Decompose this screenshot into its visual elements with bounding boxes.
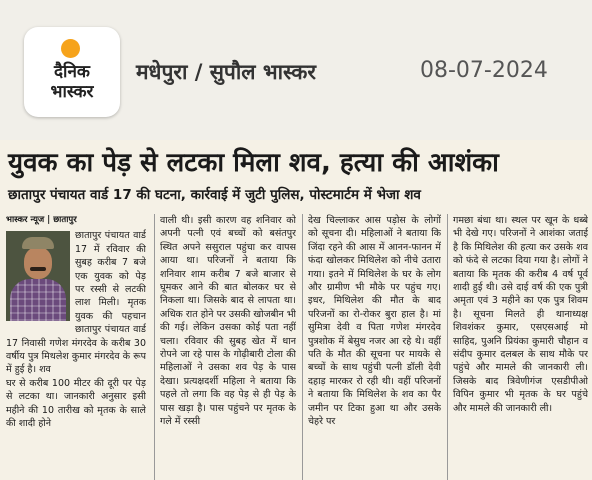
column-4-text: गमछा बंधा था। स्थल पर खून के धब्बे भी देखे गए। परिजनों ने आशंका जताई है कि मिथिलेश की हत्या कर उसके शव को फंदे से लटका दिया गया है। लोगों ने बताया कि मृतक की करीब 4 वर्ष पूर्व शादी हुई थी। उसे दाई वर्ष की एक पुत्री अमृता एवं 3 महीने का एक पुत्र शिवम है। सूचना मिलते ही थानाध्यक्ष शिवशंकर कुमार, एसएसआई मो साहिद, पुअनि प्रियंका कुमारी चौहान व संदीप कुमार दलबल के साथ मौके पर पहुंचे और मामले की जानकारी ली। जिसके बाद त्रिवेणीगंज एसडीपीओ विपिन कुमार भी मृतक के घर पहुंचे और मामले की जानकारी ली। — [453, 215, 588, 414]
article-byline: भास्कर न्यूज | छातापुर — [6, 215, 77, 225]
article-column-4 — [447, 214, 588, 480]
sun-icon — [61, 39, 80, 58]
page-header — [0, 0, 592, 128]
article-subheadline: छातापुर पंचायत वार्ड 17 की घटना, कार्रवाई में जुटी पुलिस, पोस्टमार्टम में भेजा शव — [8, 187, 421, 203]
article-column-2 — [154, 214, 296, 480]
logo-text-line2: भास्कर — [50, 82, 94, 102]
article-column-1 — [6, 214, 146, 480]
edition-title: मधेपुरा / सुपौल भास्कर — [136, 60, 316, 84]
logo-text-line1: दैनिक — [54, 62, 90, 82]
edition-date: 08-07-2024 — [420, 58, 548, 83]
article-headline: युवक का पेड़ से लटका मिला शव, हत्या की आशंका — [8, 148, 499, 178]
column-1-text-b: घर से करीब 100 मीटर की दूरी पर पेड़ से लटका था। जानकारी अनुसार इसी महीने की 10 तारीख को मृतक के साले की शादी होने — [6, 377, 146, 430]
column-3-text: देख चिल्लाकर आस पड़ोस के लोगों को सूचना दी। महिलाओं ने बताया कि जिंदा रहने की आस में आनन-फानन में फंदा खोलकर मिथिलेश को नीचे उतारा गया। इतने में मिथिलेश के घर के लोग और ग्रामीण भी मौके पर पहुंच गए। इधर, मिथिलेश की मौत के बाद परिजनों का रो-रोकर बुरा हाल है। मां सुमित्रा देवी व पिता गणेश मंगरदेव पुत्रशोक में बेसुध नजर आ रहे थे। वहीं पति के मौत की सूचना पर मायके से बच्चों के साथ पहुंची पत्नी डॉली देवी दहाड़ मारकर रो रही थी। वहीं परिजनों ने बताया कि मिथिलेश के शव का पैर जमीन पर टिका हुआ था और उसके चेहरे पर — [308, 215, 441, 428]
news-clipping — [0, 140, 592, 480]
dainik-bhaskar-logo — [24, 27, 120, 117]
victim-photo — [6, 231, 70, 321]
column-1-text-a: छातापुर पंचायत वार्ड 17 में रविवार की सुबह करीब 7 बजे एक युवक को पेड़ पर रस्सी से लटकी लाश मिली। मृतक युवक की पहचान छातापुर पंचायत वार्ड 17 निवासी गणेश मंगरदेव के करीब 30 वर्षीय पुत्र मिथलेश कुमार मंगरदेव के रूप में हुई है। शव — [6, 230, 146, 376]
article-column-3 — [302, 214, 441, 480]
column-2-text: वाली थी। इसी कारण वह शनिवार को अपनी पत्नी एवं बच्चों को बसंतपुर स्थित अपने ससुराल पहुंचा कर वापस आया था। परिजनों ने बताया कि शनिवार शाम करीब 7 बजे बाजार से घूमकर आने की बात बोलकर घर से निकला था। जिसके बाद से लापता था। अधिक रात होने पर उसकी खोजबीन भी की गई। लेकिन उसका कोई पता नहीं चला। रविवार की सुबह खेत में धान रोपने जा रहे पास के गोढ़ीबारी टोला की महिलाओं ने उसका शव पेड़ के पास देखा। प्रत्यक्षदर्शी महिला ने बताया कि पहले तो लगा कि वह पेड़ से ही पेड़ के पास खड़ा है। पास पहुंचने पर मृतक के गले में रस्सी — [160, 215, 296, 428]
